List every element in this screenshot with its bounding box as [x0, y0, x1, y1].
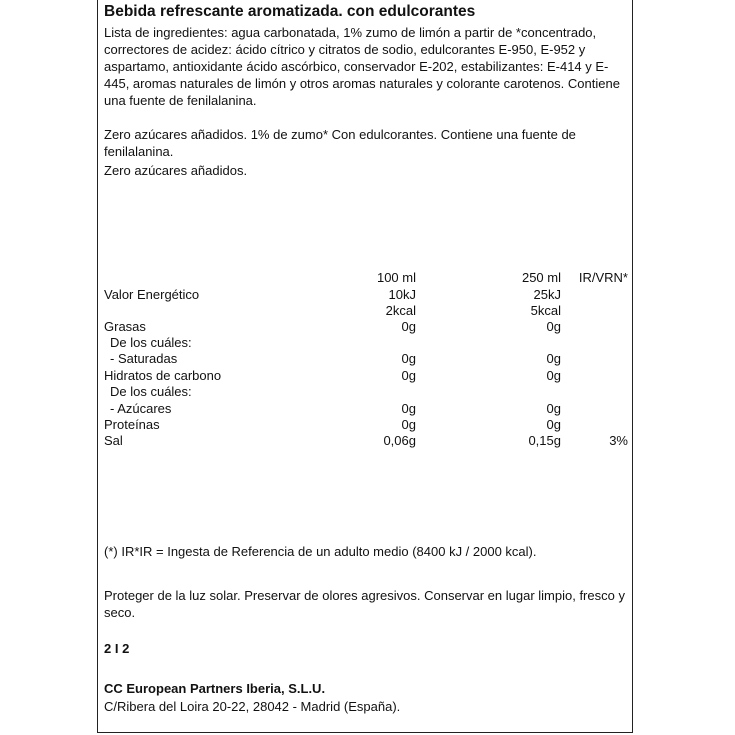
product-title: Bebida refrescante aromatizada. con edulcorantes: [104, 3, 476, 20]
salt-100: 0,06g: [383, 433, 416, 448]
footnote: (*) IR*IR = Ingesta de Referencia de un adulto medio (8400 kJ / 2000 kcal).: [104, 544, 537, 559]
company-address: C/Ribera del Loira 20-22, 28042 - Madrid (España).: [104, 699, 401, 714]
saturated-250: 0g: [546, 351, 561, 366]
fat-100: 0g: [401, 319, 416, 334]
energy-kj-250: 25kJ: [533, 287, 561, 302]
energy-kcal-100: 2kcal: [385, 303, 416, 318]
protein-100: 0g: [401, 417, 416, 432]
claim-text: Zero azúcares añadidos. 1% de zumo* Con edulcorantes. Contiene una fuente de fenilalanina.: [104, 127, 576, 159]
energy-kj-100: 10kJ: [388, 287, 416, 302]
salt-label: Sal: [104, 433, 123, 448]
protein-label: Proteínas: [104, 417, 160, 432]
carbs-250: 0g: [546, 368, 561, 383]
ingredients-list: Lista de ingredientes: agua carbonatada, 1% zumo de limón a partir de *concentrado, correctores de acidez: ácido cítrico y citratos de sodio, edulcorantes E-950, E-952 y aspartamo, antioxidante ácido ascórbico, conservador E-202, estabilizantes: E-414 y E-445, aromas naturales de limón y otros aromas naturales y colorante carotenos. Contiene una fuente de fenilalanina.: [104, 25, 620, 108]
salt-ir: 3%: [609, 433, 628, 448]
salt-250: 0,15g: [528, 433, 561, 448]
company-name: CC European Partners Iberia, S.L.U.: [104, 681, 326, 696]
sugar-claim: Zero azúcares añadidos.: [104, 163, 248, 178]
page-indicator: 2 I 2: [104, 641, 130, 656]
fat-of-which-label: De los cuáles:: [110, 335, 192, 350]
protein-250: 0g: [546, 417, 561, 432]
fat-label: Grasas: [104, 319, 146, 334]
header-ir: IR/VRN*: [578, 270, 628, 285]
sugars-label: - Azúcares: [110, 401, 172, 416]
header-100ml: 100 ml: [376, 270, 416, 285]
sugars-100: 0g: [401, 401, 416, 416]
saturated-label: - Saturadas: [110, 351, 178, 366]
carbs-of-which-label: De los cuáles:: [110, 384, 192, 399]
carbs-100: 0g: [401, 368, 416, 383]
saturated-100: 0g: [401, 351, 416, 366]
storage-instructions: Proteger de la luz solar. Preservar de olores agresivos. Conservar en lugar limpio, fresco y seco.: [104, 588, 625, 620]
fat-250: 0g: [546, 319, 561, 334]
header-250ml: 250 ml: [521, 270, 561, 285]
energy-kcal-250: 5kcal: [530, 303, 561, 318]
sugars-250: 0g: [546, 401, 561, 416]
energy-label: Valor Energético: [104, 287, 200, 302]
carbs-label: Hidratos de carbono: [104, 368, 222, 383]
